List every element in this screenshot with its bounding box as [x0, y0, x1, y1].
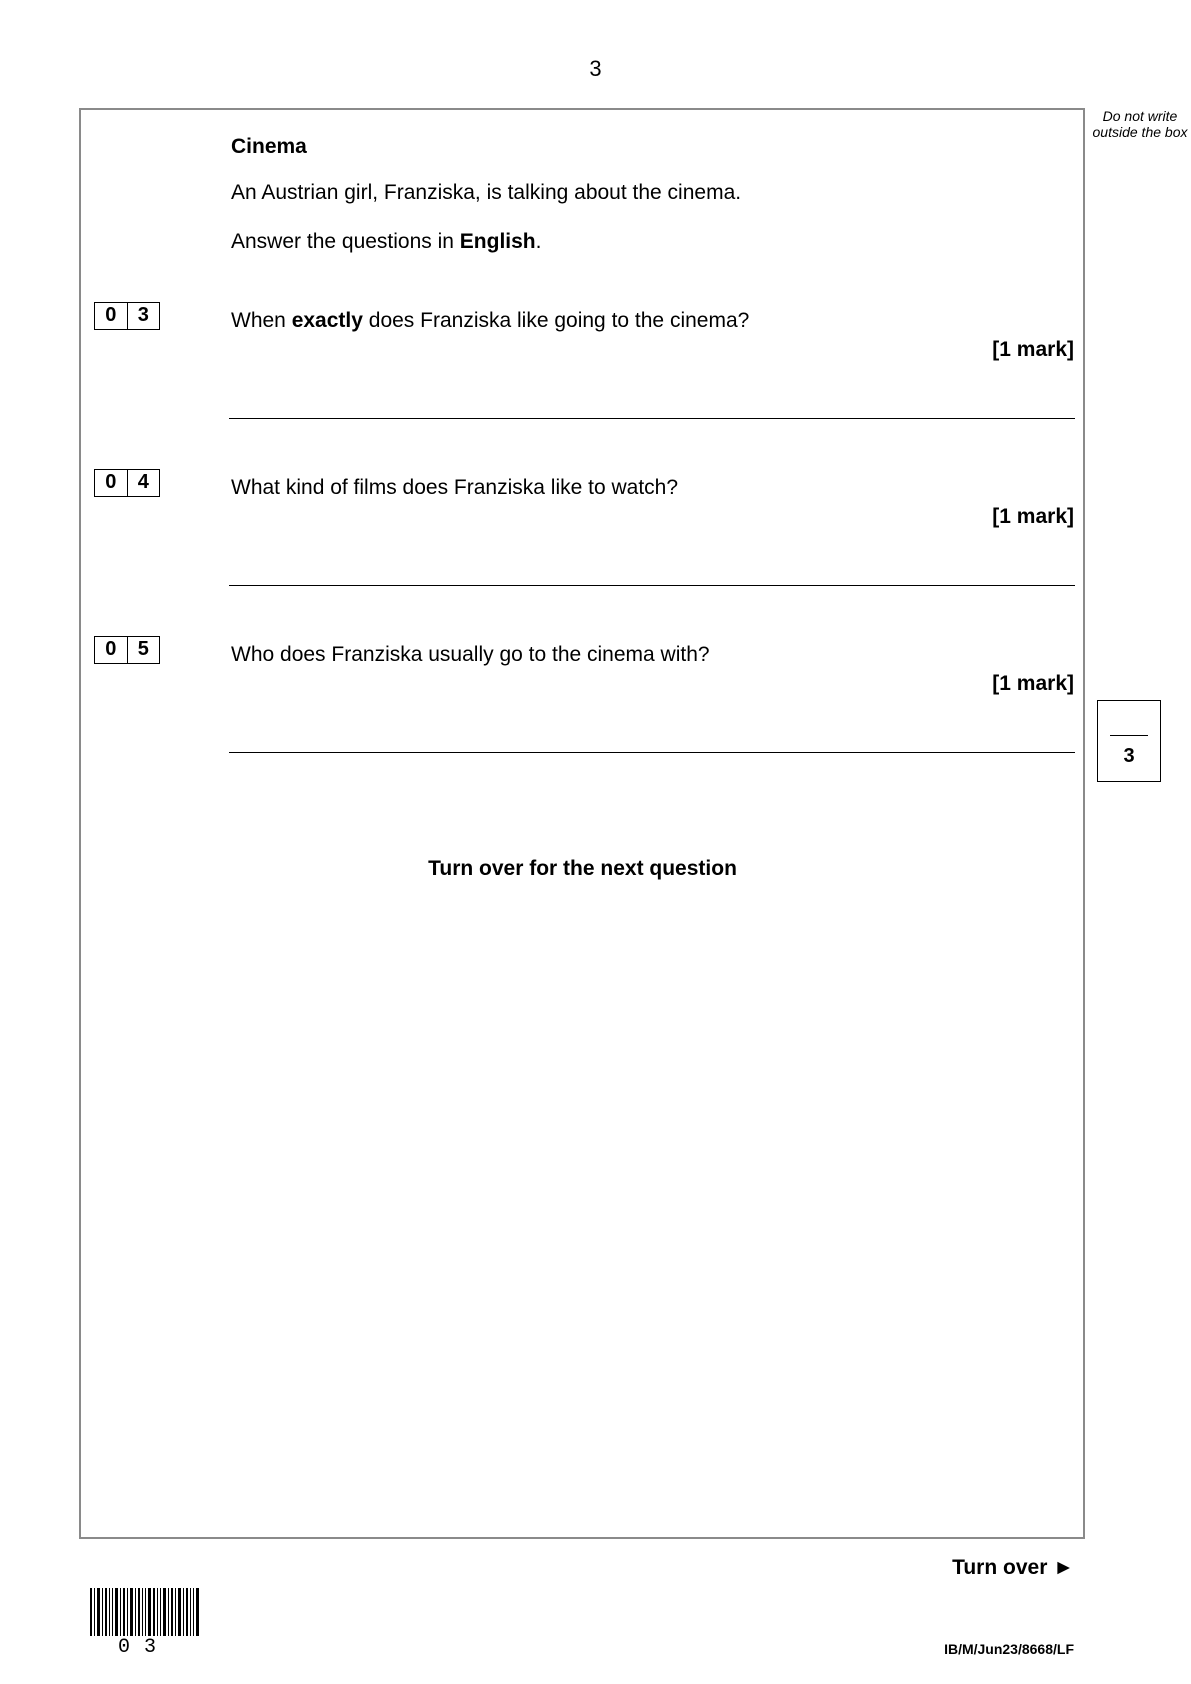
next-question-note: Turn over for the next question	[428, 857, 737, 880]
page-number: 3	[589, 56, 602, 81]
question-marks: [1 mark]	[992, 505, 1074, 528]
question-number-digit: 0	[105, 304, 117, 326]
answer-line[interactable]	[229, 752, 1075, 753]
section-title: Cinema	[231, 135, 307, 158]
question-text: When exactly does Franziska like going to the cinema?	[231, 309, 750, 332]
score-total: 3	[1123, 745, 1135, 767]
question-text: What kind of films does Franziska like to watch?	[231, 476, 679, 499]
question-number-digit: 0	[105, 638, 117, 660]
reference-code: IB/M/Jun23/8668/LF	[944, 1641, 1074, 1657]
question-number-digit: 3	[127, 303, 160, 329]
score-box	[1097, 700, 1161, 782]
barcode-icon	[90, 1588, 200, 1636]
barcode-number: 03	[118, 1636, 171, 1659]
score-divider	[1110, 735, 1148, 736]
question-number-digit: 4	[127, 470, 160, 496]
answer-line[interactable]	[229, 418, 1075, 419]
question-number-box	[94, 302, 160, 330]
margin-note: Do not write outside the box	[1092, 108, 1188, 140]
question-marks: [1 mark]	[992, 338, 1074, 361]
question-number-digit: 5	[127, 637, 160, 663]
turn-over-label: Turn over ►	[952, 1556, 1074, 1579]
question-marks: [1 mark]	[992, 672, 1074, 695]
question-number-box	[94, 636, 160, 664]
question-number-digit: 0	[105, 471, 117, 493]
question-number-box	[94, 469, 160, 497]
section-intro: An Austrian girl, Franziska, is talking about the cinema.	[231, 181, 742, 204]
section-instruction: Answer the questions in English.	[231, 230, 542, 253]
question-text: Who does Franziska usually go to the cinema with?	[231, 643, 710, 666]
answer-line[interactable]	[229, 585, 1075, 586]
